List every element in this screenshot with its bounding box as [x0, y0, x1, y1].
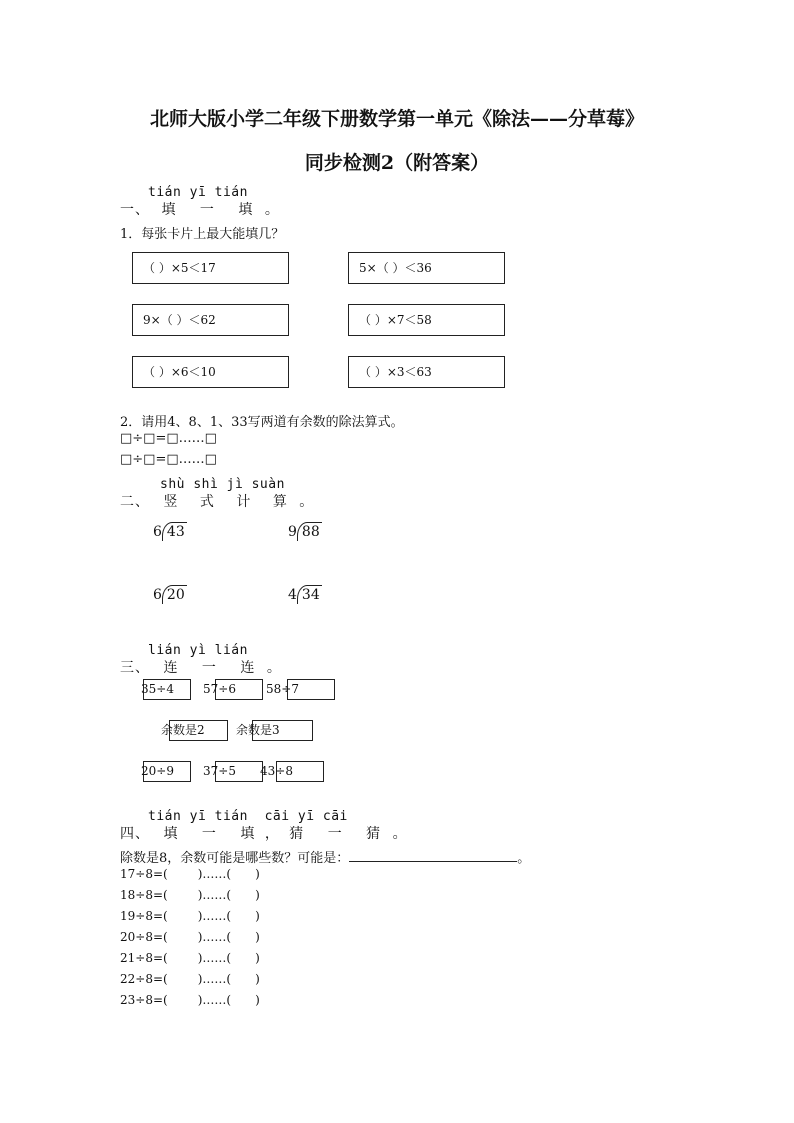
- long-division: [153, 522, 187, 542]
- formula-line[interactable]: □÷□=□……□: [120, 452, 217, 467]
- section-number: 四、: [120, 826, 150, 842]
- answer-blank[interactable]: [349, 849, 517, 862]
- card-box[interactable]: （ ）×3＜63: [348, 356, 505, 388]
- row-mid: )……(: [197, 867, 232, 881]
- long-division: [288, 522, 322, 542]
- heading-char: 连: [240, 660, 256, 676]
- heading-char: 式: [199, 494, 215, 510]
- question-2: 2．请用4、8、1、33写两道有余数的除法算式。: [120, 415, 404, 430]
- pinyin-syllable: tián: [148, 185, 182, 200]
- long-division: [153, 585, 187, 605]
- expression-label: 43÷8: [260, 764, 293, 778]
- heading-char: 一: [327, 826, 343, 842]
- question-4: [120, 847, 530, 866]
- expression-label: 57÷6: [203, 682, 236, 696]
- row-close: ): [255, 972, 260, 986]
- question-1: 1．每张卡片上最大能填几？: [120, 227, 285, 242]
- heading-char: 填: [163, 826, 179, 842]
- divisor: 6: [153, 587, 162, 603]
- remainder-label: 余数是3: [236, 723, 280, 737]
- division-row: [120, 993, 260, 1007]
- card-box[interactable]: （ ）×7＜58: [348, 304, 505, 336]
- section4-heading: [120, 823, 408, 843]
- pinyin-syllable: yī: [297, 809, 315, 824]
- section3-pinyin: [148, 643, 248, 658]
- heading-char: 算: [272, 494, 288, 510]
- row-expression: 19÷8=(: [120, 909, 168, 923]
- section-number: 三、: [120, 660, 150, 676]
- heading-char: 填: [161, 202, 177, 218]
- division-row: [120, 972, 260, 986]
- pinyin-syllable: tián: [214, 809, 248, 824]
- heading-char: 计: [236, 494, 252, 510]
- heading-char: 。: [264, 202, 280, 218]
- pinyin-syllable: yī: [189, 809, 207, 824]
- dividend: 34: [297, 585, 322, 604]
- section4-pinyin: [148, 809, 348, 824]
- pinyin-syllable: cāi: [322, 809, 348, 824]
- row-close: ): [255, 993, 260, 1007]
- section2-pinyin: [160, 477, 285, 492]
- card-box[interactable]: （ ）×6＜10: [132, 356, 289, 388]
- expression-label: 58÷7: [266, 682, 299, 696]
- row-expression: 20÷8=(: [120, 930, 168, 944]
- page-title: 北师大版小学二年级下册数学第一单元《除法——分草莓》: [149, 108, 644, 130]
- divisor: 9: [288, 524, 297, 540]
- pinyin-syllable: lián: [148, 643, 182, 658]
- expression-label: 20÷9: [141, 764, 174, 778]
- expression-label: 37÷5: [203, 764, 236, 778]
- row-expression: 21÷8=(: [120, 951, 168, 965]
- divisor: 4: [288, 587, 297, 603]
- section1-pinyin: [148, 185, 248, 200]
- row-mid: )……(: [197, 951, 232, 965]
- heading-char: 一: [201, 826, 217, 842]
- row-close: ): [255, 909, 260, 923]
- row-mid: )……(: [197, 909, 232, 923]
- heading-char: 猜: [289, 826, 305, 842]
- section-number: 一、: [120, 202, 150, 218]
- card-box[interactable]: （ ）×5＜17: [132, 252, 289, 284]
- section1-heading: [120, 199, 280, 219]
- question-text: 除数是8，余数可能是哪些数？可能是：: [120, 851, 350, 866]
- heading-char: 连: [163, 660, 179, 676]
- heading-char: 猜: [366, 826, 382, 842]
- pinyin-syllable: yī: [189, 185, 207, 200]
- expression-label: 35÷4: [141, 682, 174, 696]
- row-close: ): [255, 930, 260, 944]
- heading-char: ，: [264, 826, 280, 842]
- long-division: [288, 585, 322, 605]
- dividend: 43: [162, 522, 187, 541]
- formula-line[interactable]: □÷□=□……□: [120, 431, 217, 446]
- section3-heading: [120, 657, 282, 677]
- remainder-label: 余数是2: [161, 723, 205, 737]
- row-close: ): [255, 888, 260, 902]
- section2-heading: [120, 491, 314, 511]
- pinyin-syllable: cāi: [264, 809, 290, 824]
- row-expression: 18÷8=(: [120, 888, 168, 902]
- division-row: [120, 951, 260, 965]
- dividend: 88: [297, 522, 322, 541]
- pinyin-syllable: suàn: [251, 477, 285, 492]
- row-expression: 17÷8=(: [120, 867, 168, 881]
- division-row: [120, 930, 260, 944]
- card-box[interactable]: 5×（ ）＜36: [348, 252, 505, 284]
- question-end: 。: [517, 851, 531, 866]
- pinyin-syllable: lián: [214, 643, 248, 658]
- heading-char: 填: [240, 826, 256, 842]
- row-mid: )……(: [197, 993, 232, 1007]
- pinyin-syllable: tián: [214, 185, 248, 200]
- page-subtitle: 同步检测2（附答案）: [304, 152, 490, 174]
- heading-char: 。: [266, 660, 282, 676]
- dividend: 20: [162, 585, 187, 604]
- pinyin-syllable: jì: [226, 477, 244, 492]
- divisor: 6: [153, 524, 162, 540]
- pinyin-syllable: shù: [160, 477, 185, 492]
- row-close: ): [255, 951, 260, 965]
- pinyin-syllable: yì: [189, 643, 207, 658]
- division-row: [120, 909, 260, 923]
- heading-char: 。: [299, 494, 315, 510]
- division-row: [120, 888, 260, 902]
- pinyin-syllable: shì: [193, 477, 219, 492]
- section-number: 二、: [120, 494, 150, 510]
- division-row: [120, 867, 260, 881]
- row-mid: )……(: [197, 972, 232, 986]
- row-expression: 23÷8=(: [120, 993, 168, 1007]
- heading-char: 一: [201, 660, 217, 676]
- row-expression: 22÷8=(: [120, 972, 168, 986]
- card-box[interactable]: 9×（ ）＜62: [132, 304, 289, 336]
- row-mid: )……(: [197, 888, 232, 902]
- heading-char: 竖: [163, 494, 179, 510]
- heading-char: 填: [238, 202, 254, 218]
- row-close: ): [255, 867, 260, 881]
- pinyin-syllable: tián: [148, 809, 182, 824]
- heading-char: 一: [199, 202, 215, 218]
- row-mid: )……(: [197, 930, 232, 944]
- heading-char: 。: [392, 826, 408, 842]
